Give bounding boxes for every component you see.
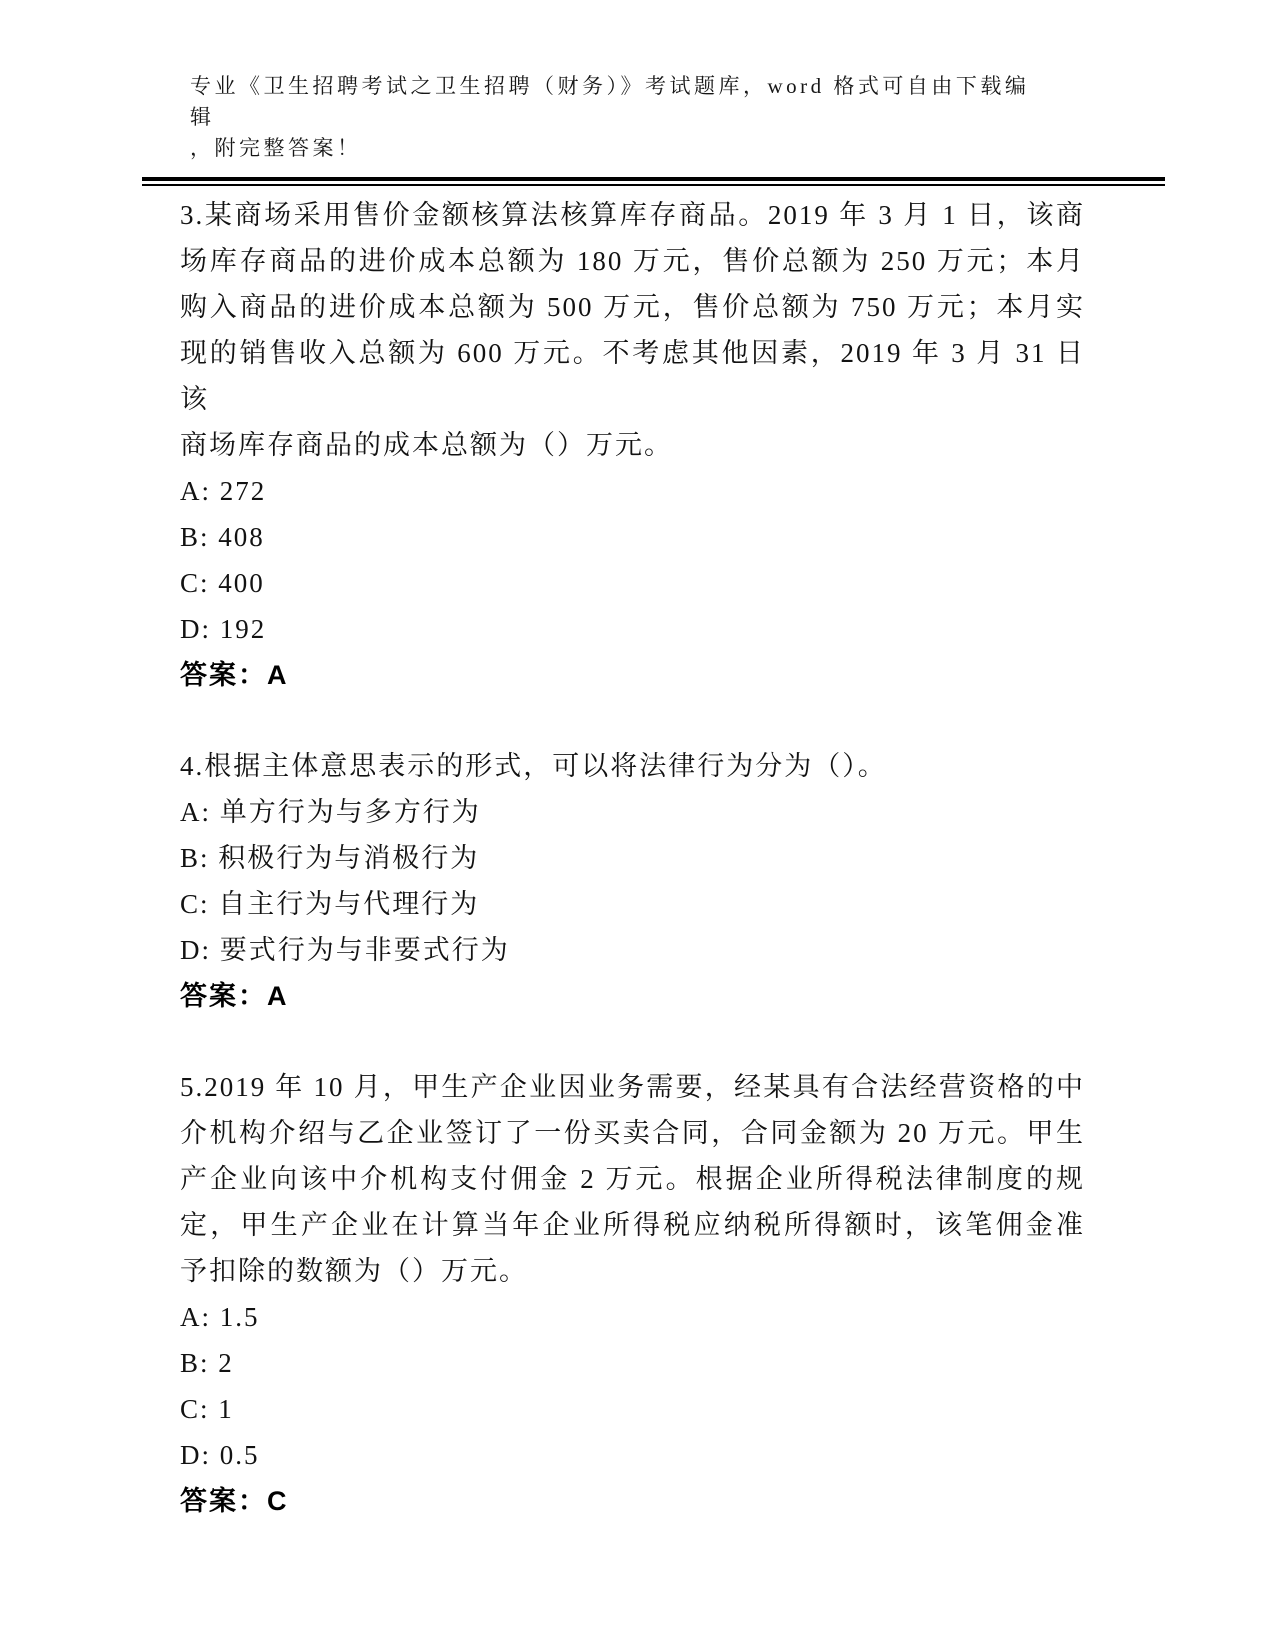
option-c: C: 400 (180, 568, 265, 598)
answer-line: 答案：C (180, 1486, 289, 1516)
question-block-5 (180, 1064, 1085, 1524)
question-stem-line: 予扣除的数额为（）万元。 (180, 1256, 528, 1286)
option-d: D: 0.5 (180, 1440, 260, 1470)
answer-line: 答案：A (180, 660, 289, 690)
question-stem-line: 4.根据主体意思表示的形式，可以将法律行为分为（）。 (180, 751, 887, 781)
question-block-4 (180, 743, 1085, 1019)
option-a: A: 单方行为与多方行为 (180, 797, 481, 827)
question-stem-line: 商场库存商品的成本总额为（）万元。 (180, 430, 673, 460)
option-a: A: 272 (180, 476, 267, 506)
answer-line: 答案：A (180, 981, 289, 1011)
question-stem-line: 定，甲生产企业在计算当年企业所得税应纳税所得额时，该笔佣金准 (180, 1210, 1085, 1240)
question-stem-line: 介机构介绍与乙企业签订了一份买卖合同，合同金额为 20 万元。甲生 (180, 1118, 1085, 1148)
question-stem-line: 3.某商场采用售价金额核算法核算库存商品。2019 年 3 月 1 日，该商 (180, 200, 1085, 230)
question-stem-line: 现的销售收入总额为 600 万元。不考虑其他因素，2019 年 3 月 31 日该 (180, 338, 1085, 414)
question-stem-line: 5.2019 年 10 月，甲生产企业因业务需要，经某具有合法经营资格的中 (180, 1072, 1085, 1102)
question-stem-line: 场库存商品的进价成本总额为 180 万元，售价总额为 250 万元；本月 (180, 246, 1085, 276)
header-divider (142, 177, 1165, 186)
header-line-2: ，附完整答案！ (190, 136, 362, 160)
option-b: B: 2 (180, 1348, 234, 1378)
option-b: B: 积极行为与消极行为 (180, 843, 480, 873)
question-block-3 (180, 192, 1085, 698)
question-stem-line: 产企业向该中介机构支付佣金 2 万元。根据企业所得税法律制度的规 (180, 1164, 1085, 1194)
option-d: D: 192 (180, 614, 267, 644)
option-c: C: 1 (180, 1394, 234, 1424)
option-a: A: 1.5 (180, 1302, 260, 1332)
questions-area (180, 192, 1085, 1569)
question-stem-line: 购入商品的进价成本总额为 500 万元，售价总额为 750 万元；本月实 (180, 292, 1085, 322)
header-line-1: 专业《卫生招聘考试之卫生招聘（财务）》考试题库，word 格式可自由下载编辑 (190, 74, 1030, 129)
option-d: D: 要式行为与非要式行为 (180, 935, 510, 965)
document-header (190, 71, 1050, 164)
option-c: C: 自主行为与代理行为 (180, 889, 480, 919)
option-b: B: 408 (180, 522, 265, 552)
